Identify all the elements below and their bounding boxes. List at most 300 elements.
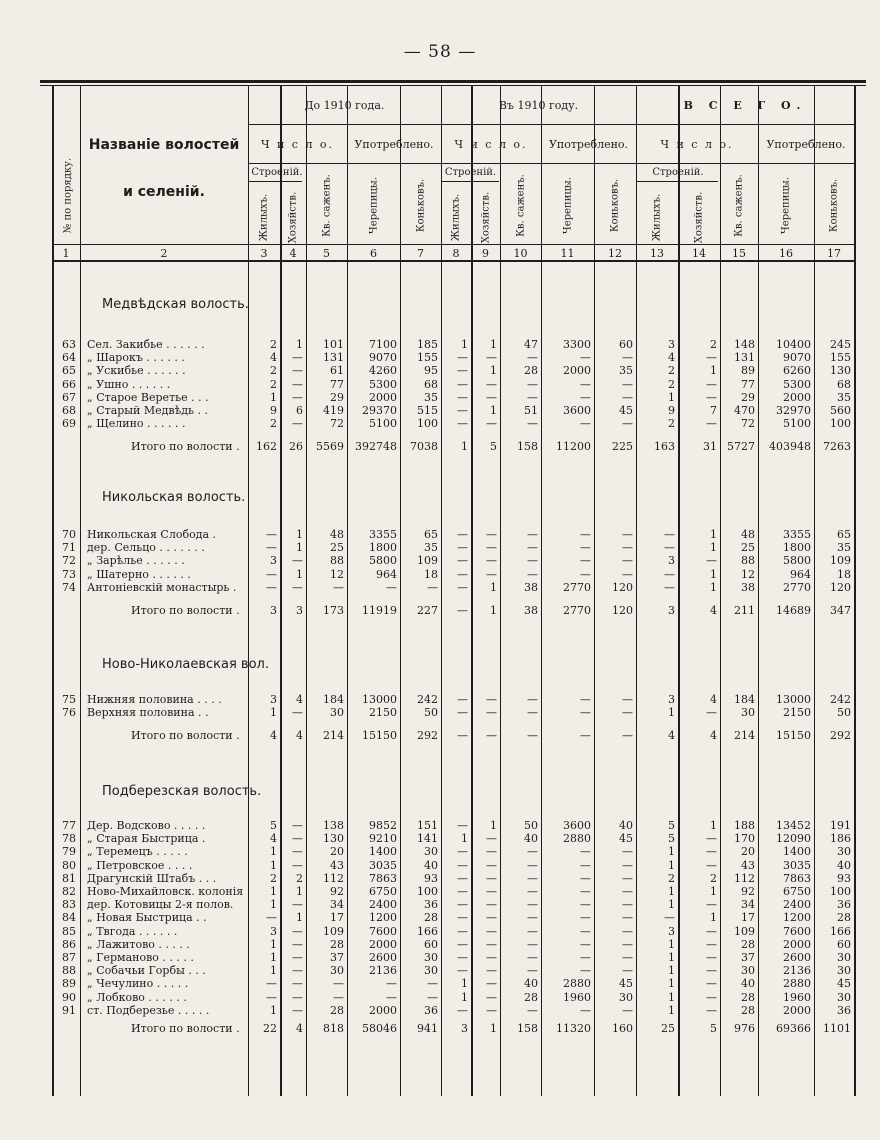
table-cell: — bbox=[706, 390, 717, 404]
total-label: Итого по волости . bbox=[131, 440, 240, 453]
table-cell: — bbox=[457, 845, 468, 859]
settlement-name: „ Собачьи Горбы . . . bbox=[87, 964, 206, 978]
table-cell: 25 bbox=[741, 541, 755, 555]
table-cell: 2000 bbox=[783, 937, 811, 951]
table-cell: — bbox=[486, 858, 497, 872]
table-cell: 89 bbox=[741, 364, 755, 378]
table-cell: 2 bbox=[668, 871, 675, 885]
table-cell: 72 bbox=[741, 417, 755, 431]
table-cell: — bbox=[527, 845, 538, 859]
table-cell: 1 bbox=[270, 898, 277, 912]
table-cell: 155 bbox=[417, 351, 438, 365]
col-number: 16 bbox=[779, 247, 793, 260]
table-cell: 515 bbox=[417, 404, 438, 417]
settlement-name: дер. Сельцо . . . . . . . bbox=[87, 541, 205, 555]
table-cell: 1 bbox=[668, 964, 675, 978]
table-cell: — bbox=[527, 554, 538, 568]
table-cell: — bbox=[457, 1003, 468, 1017]
table-cell: — bbox=[622, 417, 633, 431]
table-cell: — bbox=[457, 351, 468, 365]
table-cell: — bbox=[580, 964, 591, 978]
total-cell: 158 bbox=[517, 1022, 538, 1035]
settlement-name: ст. Подберезье . . . . . bbox=[87, 1003, 210, 1017]
table-cell: 13000 bbox=[776, 693, 811, 706]
table-cell: — bbox=[457, 364, 468, 378]
table-cell: 1 bbox=[270, 1003, 277, 1017]
table-cell: — bbox=[622, 377, 633, 391]
table-cell: — bbox=[580, 1003, 591, 1017]
table-cell: — bbox=[580, 845, 591, 859]
table-cell: 1 bbox=[490, 404, 497, 417]
table-cell: — bbox=[486, 351, 497, 365]
table-cell: 130 bbox=[830, 364, 851, 378]
row-number: 69 bbox=[62, 417, 76, 431]
col-number: 1 bbox=[62, 247, 70, 260]
table-cell: 6750 bbox=[369, 885, 397, 898]
table-cell: — bbox=[580, 693, 591, 706]
table-cell: 38 bbox=[741, 580, 755, 594]
table-cell: — bbox=[580, 377, 591, 391]
total-cell: 11200 bbox=[556, 440, 591, 453]
table-cell: — bbox=[486, 977, 497, 991]
subcolumn-header: Кв. саженъ. bbox=[515, 174, 526, 237]
table-cell: — bbox=[527, 377, 538, 391]
col-number: 5 bbox=[323, 247, 330, 260]
table-cell: 17 bbox=[741, 911, 755, 925]
subcolumn-header: Жилыхъ. bbox=[450, 193, 462, 242]
table-cell: 9852 bbox=[369, 819, 397, 832]
stroeniy-header: Строеній. bbox=[652, 167, 704, 178]
table-cell: 100 bbox=[417, 417, 438, 431]
table-cell: — bbox=[706, 937, 717, 951]
table-cell: 3 bbox=[668, 693, 675, 706]
table-cell: 1 bbox=[668, 990, 675, 1004]
table-cell: — bbox=[664, 541, 675, 555]
table-cell: — bbox=[486, 990, 497, 1004]
table-cell: — bbox=[622, 871, 633, 885]
table-cell: 50 bbox=[424, 706, 438, 720]
table-cell: 12 bbox=[741, 567, 755, 581]
table-cell: 45 bbox=[619, 832, 633, 846]
header-rule bbox=[636, 181, 718, 182]
total-cell: 120 bbox=[612, 604, 633, 617]
table-cell: 3355 bbox=[369, 528, 397, 541]
table-cell: — bbox=[457, 693, 468, 706]
table-cell: 29 bbox=[330, 390, 344, 404]
table-cell: — bbox=[527, 871, 538, 885]
table-cell: 2000 bbox=[783, 1003, 811, 1017]
table-cell: — bbox=[486, 964, 497, 978]
col-number: 7 bbox=[417, 247, 424, 260]
table-cell: — bbox=[527, 390, 538, 404]
total-cell: 26 bbox=[289, 440, 303, 453]
total-cell: 158 bbox=[517, 440, 538, 453]
table-cell: 166 bbox=[830, 924, 851, 938]
settlement-name: „ Петровское . . . . bbox=[87, 858, 193, 872]
total-cell: 211 bbox=[734, 604, 755, 617]
table-cell: 1960 bbox=[563, 990, 591, 1004]
total-cell: 58046 bbox=[362, 1022, 397, 1035]
table-cell: — bbox=[664, 567, 675, 581]
table-cell: — bbox=[580, 937, 591, 951]
row-number: 78 bbox=[62, 832, 76, 846]
total-cell: 1 bbox=[490, 604, 497, 617]
table-cell: — bbox=[457, 858, 468, 872]
table-cell: — bbox=[706, 845, 717, 859]
total-cell: 38 bbox=[524, 604, 538, 617]
table-cell: 28 bbox=[424, 911, 438, 925]
table-cell: 5 bbox=[668, 832, 675, 846]
table-cell: 1 bbox=[490, 364, 497, 378]
table-cell: — bbox=[266, 528, 277, 541]
table-cell: 2000 bbox=[369, 390, 397, 404]
table-cell: — bbox=[622, 1003, 633, 1017]
table-cell: — bbox=[580, 911, 591, 925]
table-cell: 4 bbox=[710, 693, 717, 706]
table-cell: 1 bbox=[270, 858, 277, 872]
table-cell: 40 bbox=[619, 819, 633, 832]
subcolumn-header: Коньковъ. bbox=[609, 178, 621, 233]
table-cell: 51 bbox=[524, 404, 538, 417]
table-cell: — bbox=[266, 990, 277, 1004]
total-cell: 163 bbox=[654, 440, 675, 453]
table-cell: — bbox=[457, 885, 468, 898]
table-cell: — bbox=[457, 964, 468, 978]
table-cell: — bbox=[292, 937, 303, 951]
table-cell: — bbox=[457, 706, 468, 720]
table-cell: 17 bbox=[330, 911, 344, 925]
settlement-name: Верхняя половина . . bbox=[87, 706, 209, 720]
table-cell: 35 bbox=[424, 541, 438, 555]
header-rule bbox=[248, 163, 854, 164]
total-cell: 941 bbox=[417, 1022, 438, 1035]
table-cell: 18 bbox=[837, 567, 851, 581]
table-cell: — bbox=[457, 819, 468, 832]
settlement-name: „ Лобково . . . . . . bbox=[87, 990, 187, 1004]
total-cell: — bbox=[622, 729, 633, 742]
upotrebleno-header: Употреблено. bbox=[354, 138, 434, 151]
table-cell: — bbox=[706, 898, 717, 912]
table-cell: — bbox=[622, 706, 633, 720]
table-cell: — bbox=[527, 417, 538, 431]
table-cell: 60 bbox=[619, 338, 633, 351]
table-cell: 2880 bbox=[563, 977, 591, 991]
table-cell: — bbox=[292, 580, 303, 594]
table-cell: 1 bbox=[461, 832, 468, 846]
table-cell: 185 bbox=[417, 338, 438, 351]
settlement-name: „ Шарокъ . . . . . . bbox=[87, 351, 185, 365]
table-cell: 2 bbox=[668, 364, 675, 378]
table-cell: — bbox=[292, 364, 303, 378]
table-cell: 5800 bbox=[369, 554, 397, 568]
total-cell: 11919 bbox=[362, 604, 397, 617]
total-label: Итого по волости . bbox=[131, 1022, 240, 1035]
table-cell: 28 bbox=[524, 364, 538, 378]
table-cell: — bbox=[527, 351, 538, 365]
table-cell: 30 bbox=[424, 951, 438, 964]
table-cell: — bbox=[486, 554, 497, 568]
table-cell: 1 bbox=[668, 845, 675, 859]
table-cell: 4260 bbox=[369, 364, 397, 378]
table-cell: — bbox=[580, 951, 591, 964]
total-cell: 4 bbox=[296, 729, 303, 742]
table-cell: 100 bbox=[417, 885, 438, 898]
table-cell: — bbox=[527, 937, 538, 951]
table-cell: 3 bbox=[270, 554, 277, 568]
table-cell: — bbox=[457, 528, 468, 541]
row-number: 65 bbox=[62, 364, 76, 378]
table-cell: 138 bbox=[323, 819, 344, 832]
table-cell: 4 bbox=[296, 693, 303, 706]
chislo-header: Ч и с л о. bbox=[260, 138, 335, 151]
table-cell: — bbox=[333, 990, 344, 1004]
subcolumn-header: Коньковъ. bbox=[415, 178, 426, 233]
subcolumn-header: Хозяйств. bbox=[287, 191, 299, 244]
table-cell: — bbox=[622, 528, 633, 541]
table-cell: — bbox=[486, 871, 497, 885]
table-cell: 28 bbox=[741, 937, 755, 951]
table-cell: — bbox=[580, 390, 591, 404]
table-cell: 5300 bbox=[369, 377, 397, 391]
table-cell: 2 bbox=[296, 871, 303, 885]
table-cell: — bbox=[706, 417, 717, 431]
table-cell: 188 bbox=[734, 819, 755, 832]
table-cell: 120 bbox=[830, 580, 851, 594]
row-number: 86 bbox=[62, 937, 76, 951]
table-cell: 1 bbox=[270, 937, 277, 951]
table-cell: — bbox=[266, 911, 277, 925]
table-cell: — bbox=[427, 977, 438, 991]
table-cell: — bbox=[386, 990, 397, 1004]
subcolumn-header: Хозяйств. bbox=[693, 191, 705, 244]
table-cell: — bbox=[580, 554, 591, 568]
table-cell: 1 bbox=[710, 911, 717, 925]
table-cell: 1800 bbox=[783, 541, 811, 555]
table-cell: 43 bbox=[741, 858, 755, 872]
total-cell: 4 bbox=[270, 729, 277, 742]
table-cell: — bbox=[486, 898, 497, 912]
group-header: В С Е Г О. bbox=[683, 99, 807, 112]
table-cell: 1400 bbox=[783, 845, 811, 859]
table-cell: — bbox=[386, 580, 397, 594]
row-number: 87 bbox=[62, 951, 76, 964]
total-cell: 3 bbox=[296, 604, 303, 617]
table-cell: — bbox=[622, 898, 633, 912]
subcolumn-header: Коньковъ. bbox=[828, 178, 840, 233]
settlement-name: „ Германово . . . . . bbox=[87, 951, 194, 964]
settlement-name: „ Шатерно . . . . . . bbox=[87, 567, 191, 581]
table-cell: 92 bbox=[741, 885, 755, 898]
table-cell: — bbox=[622, 858, 633, 872]
total-label: Итого по волости . bbox=[131, 729, 240, 742]
total-cell: 4 bbox=[710, 729, 717, 742]
table-cell: — bbox=[292, 951, 303, 964]
table-cell: 7600 bbox=[783, 924, 811, 938]
table-cell: — bbox=[706, 858, 717, 872]
table-cell: 1 bbox=[270, 390, 277, 404]
table-cell: 242 bbox=[417, 693, 438, 706]
table-cell: 5100 bbox=[783, 417, 811, 431]
table-cell: — bbox=[292, 845, 303, 859]
total-cell: 347 bbox=[830, 604, 851, 617]
subcolumn-header: Жилыхъ. bbox=[651, 193, 663, 242]
table-cell: — bbox=[706, 1003, 717, 1017]
total-cell: — bbox=[527, 729, 538, 742]
row-number: 74 bbox=[62, 580, 76, 594]
table-cell: 2880 bbox=[783, 977, 811, 991]
settlement-name: „ Старое Веретье . . . bbox=[87, 390, 209, 404]
table-cell: 1 bbox=[710, 541, 717, 555]
table-cell: 1 bbox=[296, 528, 303, 541]
table-cell: 93 bbox=[424, 871, 438, 885]
table-cell: — bbox=[333, 580, 344, 594]
table-cell: — bbox=[527, 528, 538, 541]
table-cell: 3035 bbox=[783, 858, 811, 872]
row-number: 90 bbox=[62, 990, 76, 1004]
top-rule-thin bbox=[40, 85, 866, 86]
table-cell: — bbox=[527, 911, 538, 925]
table-cell: 109 bbox=[417, 554, 438, 568]
table-cell: 560 bbox=[830, 404, 851, 417]
table-cell: — bbox=[486, 417, 497, 431]
section-title: Никольская волость. bbox=[102, 490, 246, 505]
table-cell: 36 bbox=[837, 1003, 851, 1017]
page-number: — 58 — bbox=[403, 42, 477, 62]
table-cell: 4 bbox=[270, 351, 277, 365]
total-cell: 162 bbox=[256, 440, 277, 453]
table-cell: 1 bbox=[668, 951, 675, 964]
table-cell: 2770 bbox=[563, 580, 591, 594]
total-cell: 214 bbox=[323, 729, 344, 742]
table-cell: 2400 bbox=[369, 898, 397, 912]
table-cell: 148 bbox=[734, 338, 755, 351]
row-number: 85 bbox=[62, 924, 76, 938]
table-cell: 48 bbox=[330, 528, 344, 541]
table-cell: 3 bbox=[668, 338, 675, 351]
table-cell: — bbox=[486, 567, 497, 581]
table-cell: 36 bbox=[424, 898, 438, 912]
table-cell: — bbox=[292, 832, 303, 846]
settlement-name: „ Новая Быстрица . . bbox=[87, 911, 207, 925]
table-cell: — bbox=[580, 858, 591, 872]
table-cell: 20 bbox=[741, 845, 755, 859]
table-cell: 47 bbox=[524, 338, 538, 351]
total-cell: 3 bbox=[668, 604, 675, 617]
table-cell: 186 bbox=[830, 832, 851, 846]
table-cell: 1 bbox=[668, 1003, 675, 1017]
table-cell: — bbox=[580, 871, 591, 885]
table-cell: 1 bbox=[668, 898, 675, 912]
table-cell: — bbox=[486, 951, 497, 964]
table-cell: 2 bbox=[710, 338, 717, 351]
table-cell: 34 bbox=[741, 898, 755, 912]
table-cell: 35 bbox=[619, 364, 633, 378]
table-cell: — bbox=[580, 706, 591, 720]
table-cell: 1 bbox=[710, 819, 717, 832]
table-cell: — bbox=[457, 377, 468, 391]
table-cell: 32970 bbox=[776, 404, 811, 417]
row-number: 82 bbox=[62, 885, 76, 898]
total-cell: — bbox=[457, 729, 468, 742]
table-cell: 2136 bbox=[783, 964, 811, 978]
table-cell: 3600 bbox=[563, 404, 591, 417]
subcolumn-header: Кв. саженъ. bbox=[733, 174, 745, 237]
section-title: Подберезская волость. bbox=[102, 784, 262, 799]
subcolumn-header: Кв. саженъ. bbox=[321, 174, 332, 237]
table-cell: 6 bbox=[296, 404, 303, 417]
table-cell: — bbox=[386, 977, 397, 991]
table-cell: — bbox=[457, 911, 468, 925]
total-cell: 7263 bbox=[823, 440, 851, 453]
table-cell: 10400 bbox=[776, 338, 811, 351]
table-cell: 1200 bbox=[783, 911, 811, 925]
table-cell: — bbox=[457, 390, 468, 404]
total-cell: 403948 bbox=[769, 440, 811, 453]
table-cell: 4 bbox=[668, 351, 675, 365]
table-cell: 3355 bbox=[783, 528, 811, 541]
total-cell: 22 bbox=[263, 1022, 277, 1035]
table-cell: 2150 bbox=[369, 706, 397, 720]
table-cell: — bbox=[622, 390, 633, 404]
table-cell: 2136 bbox=[369, 964, 397, 978]
table-cell: — bbox=[292, 706, 303, 720]
settlement-name: „ Старый Медвѣдь . . bbox=[87, 404, 208, 417]
table-cell: 109 bbox=[323, 924, 344, 938]
table-cell: — bbox=[622, 567, 633, 581]
total-cell: 25 bbox=[661, 1022, 675, 1035]
table-cell: 242 bbox=[830, 693, 851, 706]
table-cell: 60 bbox=[837, 937, 851, 951]
total-cell: 31 bbox=[703, 440, 717, 453]
table-cell: 2 bbox=[270, 417, 277, 431]
table-cell: 34 bbox=[330, 898, 344, 912]
table-cell: 40 bbox=[837, 858, 851, 872]
col-number: 6 bbox=[370, 247, 377, 260]
settlement-name: дер. Котовицы 2-я полов. bbox=[87, 898, 234, 912]
total-cell: 1 bbox=[461, 440, 468, 453]
table-cell: — bbox=[486, 911, 497, 925]
table-cell: 151 bbox=[417, 819, 438, 832]
table-cell: — bbox=[292, 924, 303, 938]
table-cell: 30 bbox=[424, 845, 438, 859]
table-cell: — bbox=[622, 351, 633, 365]
table-cell: — bbox=[486, 1003, 497, 1017]
table-cell: — bbox=[706, 964, 717, 978]
table-cell: — bbox=[706, 351, 717, 365]
total-cell: 2770 bbox=[563, 604, 591, 617]
table-cell: 88 bbox=[741, 554, 755, 568]
table-cell: 5300 bbox=[783, 377, 811, 391]
table-cell: — bbox=[457, 937, 468, 951]
table-cell: 112 bbox=[734, 871, 755, 885]
table-cell: 141 bbox=[417, 832, 438, 846]
table-cell: 2000 bbox=[783, 390, 811, 404]
table-cell: — bbox=[486, 528, 497, 541]
subcolumn-header: Жилыхъ. bbox=[258, 193, 270, 242]
table-cell: 37 bbox=[741, 951, 755, 964]
table-cell: 68 bbox=[424, 377, 438, 391]
settlement-name: „ Чечулино . . . . . bbox=[87, 977, 189, 991]
table-cell: 1 bbox=[668, 858, 675, 872]
upotrebleno-header: Употреблено. bbox=[548, 138, 629, 151]
settlement-name: „ Старая Быстрица . bbox=[87, 832, 206, 846]
total-cell: 160 bbox=[612, 1022, 633, 1035]
table-cell: — bbox=[622, 541, 633, 555]
table-cell: 101 bbox=[323, 338, 344, 351]
table-cell: 61 bbox=[330, 364, 344, 378]
table-cell: 1 bbox=[668, 390, 675, 404]
table-cell: — bbox=[292, 554, 303, 568]
